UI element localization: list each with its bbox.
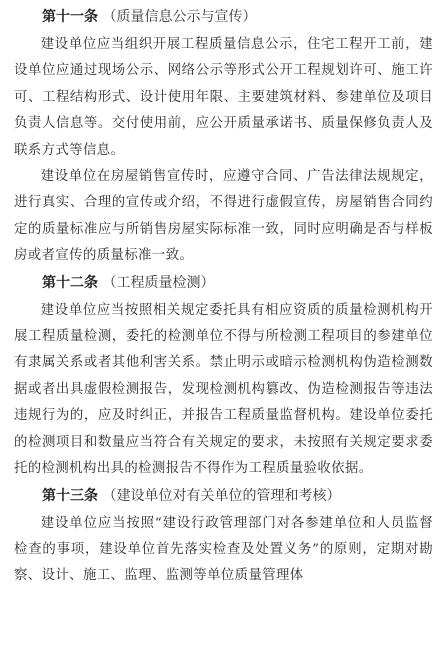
article-paragraph: 建设单位应当组织开展工程质量信息公示，住宅工程开工前，建设单位应通过现场公示、网络公示等形式公开工程规划许可、施工许可、工程结构形式、设计使用年限、主要建筑材料、参建单位及项目负责人信息等。交付使用前，应公开质量承诺书、质量保修负责人及联系方式等信息。 — [14, 37, 433, 158]
article-title: （工程质量检测） — [102, 274, 215, 291]
article-title: （建设单位对有关单位的管理和考核） — [102, 487, 341, 504]
article-number: 第十二条 — [42, 274, 98, 291]
article-13 — [14, 485, 433, 590]
article-number: 第十三条 — [42, 487, 98, 504]
article-12 — [14, 272, 433, 483]
article-11 — [14, 6, 433, 270]
article-title: （质量信息公示与宣传） — [102, 9, 257, 25]
article-paragraph: 建设单位在房屋销售宣传时，应遵守合同、广告法律法规规定，进行真实、合理的宣传或介绍，不得进行虚假宣传，房屋销售合同约定的质量标准应与所销售房屋实际标准一致，同时应明确是否与样板房或者宣传的质量标准一致。 — [14, 169, 433, 264]
article-number: 第十一条 — [42, 9, 98, 25]
article-heading — [42, 6, 433, 28]
article-paragraph: 建设单位应当按照相关规定委托具有相应资质的质量检测机构开展工程质量检测，委托的检测单位不得与所检测工程项目的参建单位有隶属关系或者其他利害关系。禁止明示或暗示检测机构伪造检测数据或者出具虚假检测报告，发现检测机构篡改、伪造检测报告等违法违规行为的，应及时纠正，并报告工程质量监督机构。建设单位委托的检测项目和数量应当符合有关规定的要求，未按照有关规定要求委托的检测机构出具的检测报告不得作为工程质量验收依据。 — [14, 302, 433, 477]
article-heading — [42, 272, 433, 294]
article-heading — [42, 485, 433, 507]
article-paragraph: 建设单位应当按照“建设行政管理部门对各参建单位和人员监督检查的事项，建设单位首先落实检查及处置义务”的原则，定期对勘察、设计、施工、监理、监测等单位质量管理体 — [14, 515, 433, 584]
